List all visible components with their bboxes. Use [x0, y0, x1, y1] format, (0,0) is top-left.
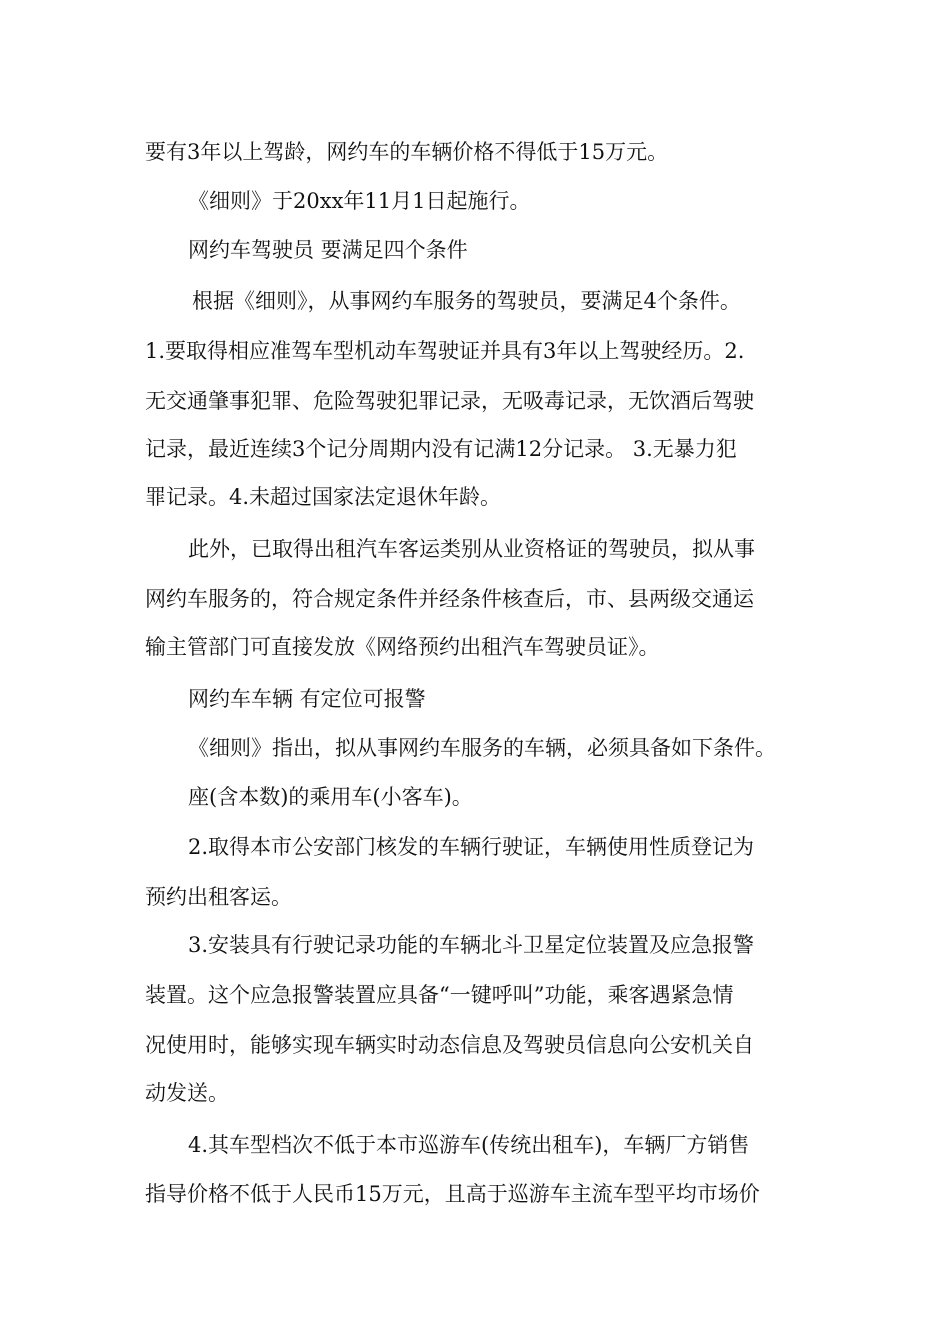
text-line-11: 输主管部门可直接发放《网络预约出租汽车驾驶员证》。 — [145, 635, 660, 659]
text-line-10: 网约车服务的，符合规定条件并经条件核查后，市、县两级交通运 — [145, 587, 754, 611]
text-line-2: 《细则》于20xx年11月1日起施行。 — [188, 189, 531, 213]
text-line-20: 动发送。 — [145, 1081, 229, 1105]
text-line-9: 此外，已取得出租汽车客运类别从业资格证的驾驶员，拟从事 — [188, 537, 755, 561]
text-line-8: 罪记录。4.未超过国家法定退休年龄。 — [145, 485, 502, 509]
text-line-13: 《细则》指出，拟从事网约车服务的车辆，必须具备如下条件。 — [188, 736, 776, 760]
text-line-6: 无交通肇事犯罪、危险驾驶犯罪记录，无吸毒记录，无饮酒后驾驶 — [145, 389, 754, 413]
text-line-18: 装置。这个应急报警装置应具备“一键呼叫”功能，乘客遇紧急情 — [145, 983, 734, 1007]
text-line-19: 况使用时，能够实现车辆实时动态信息及驾驶员信息向公安机关自 — [145, 1033, 754, 1057]
text-line-15: 2.取得本市公安部门核发的车辆行驶证，车辆使用性质登记为 — [188, 835, 755, 859]
text-line-7: 记录，最近连续3个记分周期内没有记满12分记录。 3.无暴力犯 — [145, 437, 737, 461]
section-heading-vehicle: 网约车车辆 有定位可报警 — [188, 687, 426, 711]
text-line-14: 座(含本数)的乘用车(小客车)。 — [188, 785, 473, 809]
text-line-4: 根据《细则》，从事网约车服务的驾驶员，要满足4个条件。 — [192, 289, 741, 313]
text-line-5: 1.要取得相应准驾车型机动车驾驶证并具有3年以上驾驶经历。2. — [145, 339, 745, 363]
text-line-16: 预约出租客运。 — [145, 885, 292, 909]
text-line-21: 4.其车型档次不低于本市巡游车(传统出租车)，车辆厂方销售 — [188, 1133, 750, 1157]
section-heading-driver: 网约车驾驶员 要满足四个条件 — [188, 238, 468, 262]
text-line-17: 3.安装具有行驶记录功能的车辆北斗卫星定位装置及应急报警 — [188, 933, 755, 957]
text-line-22: 指导价格不低于人民币15万元，且高于巡游车主流车型平均市场价 — [145, 1182, 760, 1206]
text-line-1: 要有3年以上驾龄，网约车的车辆价格不得低于15万元。 — [145, 140, 669, 164]
